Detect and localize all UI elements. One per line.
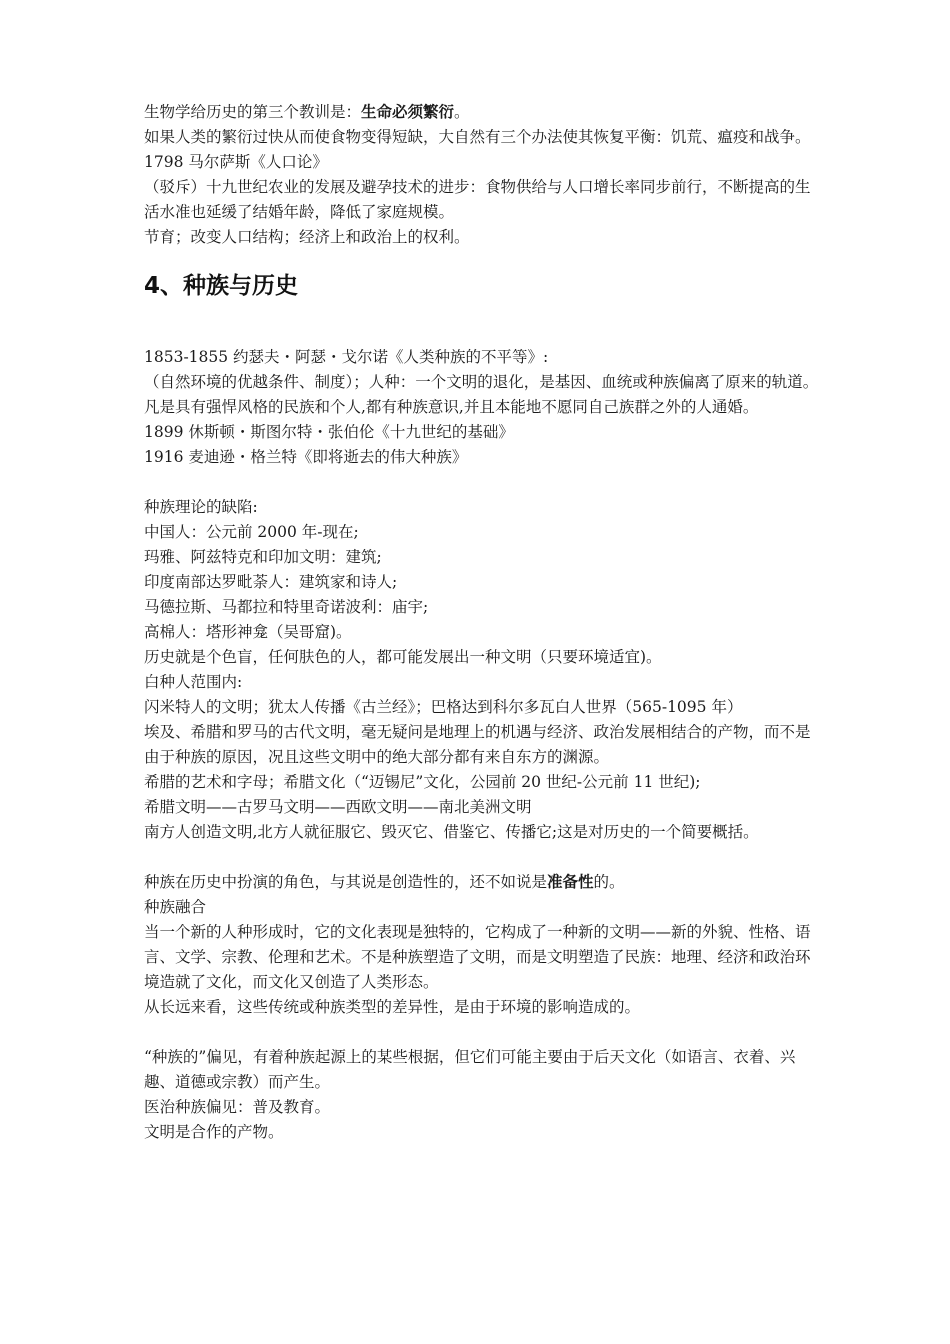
paragraph: 当一个新的人种形成时，它的文化表现是独特的，它构成了一种新的文明——新的外貌、性格、语言、文学、宗教、伦理和艺术。不是种族塑造了文明，而是文明塑造了民族：地理、经济和政治环境造就了文化，而文化又创造了人类形态。 <box>144 923 811 991</box>
paragraph: 高棉人：塔形神龛（吴哥窟)。 <box>144 623 352 641</box>
paragraph: 1899 休斯顿・斯图尔特・张伯伦《十九世纪的基础》 <box>144 423 514 441</box>
paragraph: 埃及、希腊和罗马的古代文明，毫无疑问是地理上的机遇与经济、政治发展相结合的产物，而不是由于种族的原因，况且这些文明中的绝大部分都有来自东方的渊源。 <box>144 723 811 766</box>
paragraph: 1853-1855 约瑟夫・阿瑟・戈尔诺《人类种族的不平等》: <box>144 348 549 366</box>
paragraph <box>144 870 824 895</box>
paragraph: 种族融合 <box>144 898 207 916</box>
paragraph: “种族的”偏见，有着种族起源上的某些根据，但它们可能主要由于后天文化（如语言、衣着、兴趣、道德或宗教）而产生。 <box>144 1048 796 1091</box>
document-body <box>144 100 824 1145</box>
paragraph: 南方人创造文明,北方人就征服它、毁灭它、借鉴它、传播它;这是对历史的一个简要概括。 <box>144 823 759 841</box>
paragraph-text: 种族在历史中扮演的角色，与其说是创造性的，还不如说是 <box>144 873 548 891</box>
intro-paragraph-1 <box>144 100 824 125</box>
paragraph: 白种人范围内: <box>144 673 243 691</box>
emphasis-text: 准备性 <box>547 873 594 891</box>
paragraph: 马德拉斯、马都拉和特里奇诺波利：庙宇; <box>144 598 429 616</box>
blank-line <box>144 845 824 870</box>
paragraph: 印度南部达罗毗荼人：建筑家和诗人; <box>144 573 398 591</box>
paragraph: 1916 麦迪逊・格兰特《即将逝去的伟大种族》 <box>144 448 468 466</box>
paragraph-text-end: 的。 <box>593 873 625 891</box>
paragraph: 玛雅、阿兹特克和印加文明：建筑; <box>144 548 382 566</box>
paragraph: 闪米特人的文明；犹太人传播《古兰经》；巴格达到科尔多瓦白人世界（565-1095 年） <box>144 698 743 716</box>
intro-text-end: 。 <box>454 103 470 121</box>
paragraph: 中国人：公元前 2000 年-现在; <box>144 523 359 541</box>
paragraph: 文明是合作的产物。 <box>144 1123 284 1141</box>
paragraph: 希腊的艺术和字母；希腊文化（“迈锡尼”文化，公园前 20 世纪-公元前 11 世纪); <box>144 773 701 791</box>
paragraph: 从长远来看，这些传统或种族类型的差异性，是由于环境的影响造成的。 <box>144 998 641 1016</box>
paragraph: 希腊文明——古罗马文明——西欧文明——南北美洲文明 <box>144 798 532 816</box>
intro-paragraph-4: 节育；改变人口结构；经济上和政治上的权利。 <box>144 228 470 246</box>
section-heading: 4、种族与历史 <box>144 273 299 299</box>
paragraph: 历史就是个色盲，任何肤色的人，都可能发展出一种文明（只要环境适宜)。 <box>144 648 662 666</box>
intro-text: 生物学给历史的第三个教训是： <box>144 103 362 121</box>
intro-paragraph-3: （驳斥）十九世纪农业的发展及避孕技术的进步：食物供给与人口增长率同步前行，不断提高的生活水准也延缓了结婚年龄，降低了家庭规模。 <box>144 178 811 221</box>
intro-paragraph-2: 如果人类的繁衍过快从而使食物变得短缺，大自然有三个办法使其恢复平衡：饥荒、瘟疫和战争。1798 马尔萨斯《人口论》 <box>144 128 811 171</box>
paragraph: 种族理论的缺陷: <box>144 498 258 516</box>
blank-line <box>144 470 824 495</box>
paragraph: 医治种族偏见：普及教育。 <box>144 1098 331 1116</box>
blank-line <box>144 1020 824 1045</box>
paragraph: 凡是具有强悍风格的民族和个人,都有种族意识,并且本能地不愿同自己族群之外的人通婚。 <box>144 398 759 416</box>
paragraph: （自然环境的优越条件、制度）；人种：一个文明的退化，是基因、血统或种族偏离了原来的轨道。 <box>144 373 819 391</box>
emphasis-text: 生命必须繁衍 <box>361 103 455 121</box>
